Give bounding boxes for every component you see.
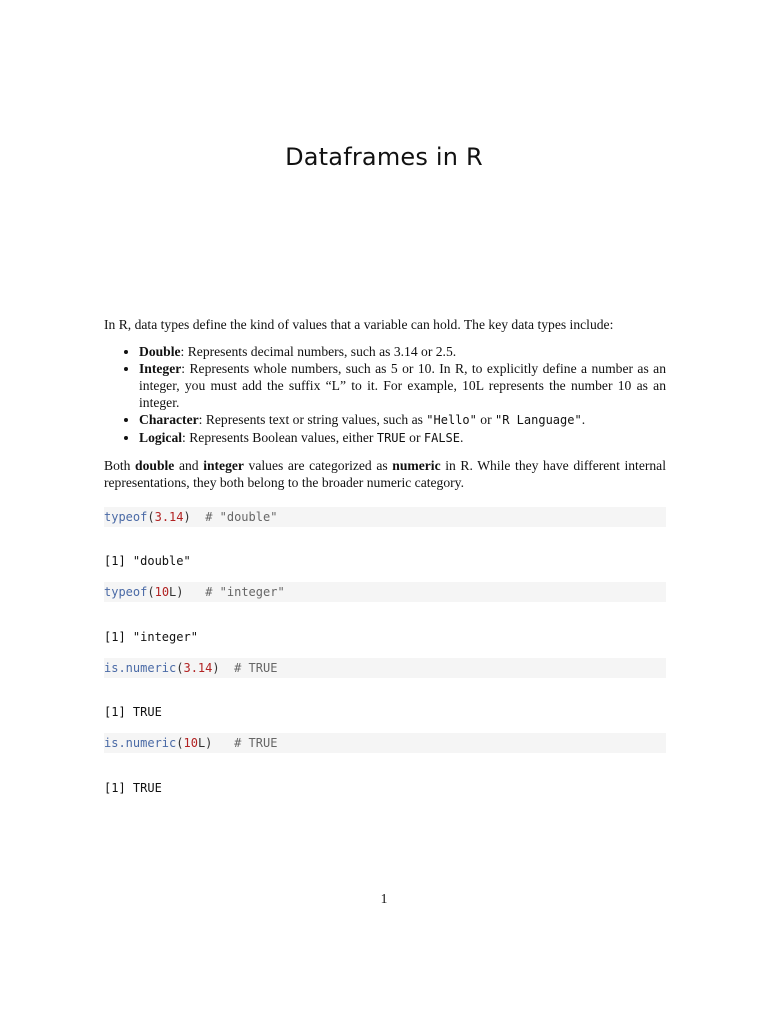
list-item-integer [139,360,666,411]
code-function: typeof [104,510,148,524]
desc-logical-pre: : Represents Boolean values, either [182,430,377,445]
code-suffix: L [169,585,177,599]
code-gap [212,736,234,750]
desc-character-mid: or [476,412,495,427]
term-character: Character [139,412,199,427]
code-hello: "Hello" [426,413,477,427]
code-block [104,733,666,753]
data-types-list [104,343,666,447]
code-comment: # "integer" [205,585,285,599]
code-gap [220,661,234,675]
code-block [104,658,666,678]
desc-integer: : Represents whole numbers, such as 5 or 10. In R, to explicitly define a number as an integer, you must add the suffix “L” to it. For example, 10L represents the number 10 as an integer. [139,361,666,410]
desc-logical-mid: or [405,430,424,445]
code-gap [191,510,205,524]
code-output: [1] "integer" [104,630,198,644]
numeric-term-integer: integer [203,458,244,473]
list-item-character [139,411,666,429]
code-suffix: L [197,736,206,750]
numeric-term-double: double [135,458,175,473]
code-output: [1] TRUE [104,705,162,719]
code-section [104,507,666,796]
desc-double: : Represents decimal numbers, such as 3.14 or 2.5. [180,344,457,359]
numeric-text-3: values are categorized as [243,458,393,473]
code-false: FALSE [423,431,460,445]
code-number: 10 [154,585,170,599]
code-output: [1] TRUE [104,781,162,795]
code-function: typeof [104,585,148,599]
code-number: 10 [183,736,198,750]
term-logical: Logical [139,430,183,445]
main-content [104,316,666,796]
numeric-text-2: and [174,458,204,473]
code-paren: ( [176,661,184,675]
term-double: Double [139,344,181,359]
code-comment: # "double" [205,510,278,524]
code-paren: ) [176,585,184,599]
code-r-language: "R Language" [495,413,582,427]
code-block [104,507,666,527]
term-integer: Integer [139,361,182,376]
code-paren: ) [183,510,191,524]
numeric-text-4: in R. While they have different internal representations, they both belong to the broader numeric category. [104,458,666,490]
code-function: is.numeric [104,736,177,750]
page-title: Dataframes in R [285,143,483,171]
code-paren: ) [212,661,220,675]
numeric-paragraph [104,457,666,491]
code-output: [1] "double" [104,554,191,568]
code-comment: # TRUE [234,661,278,675]
code-true: TRUE [376,431,406,445]
code-gap [184,585,206,599]
numeric-text-1: Both [104,458,136,473]
numeric-term-numeric: numeric [392,458,441,473]
code-paren: ( [176,736,184,750]
code-number: 3.14 [183,661,213,675]
code-function: is.numeric [104,661,177,675]
code-paren: ) [205,736,213,750]
page-number: 1 [380,891,388,906]
code-comment: # TRUE [234,736,278,750]
list-item-logical [139,429,666,447]
desc-character-post: . [581,412,586,427]
desc-character-pre: : Represents text or string values, such as [198,412,427,427]
code-number: 3.14 [154,510,184,524]
code-paren: ( [147,510,155,524]
intro-paragraph: In R, data types define the kind of values that a variable can hold. The key data types include: [104,317,614,332]
list-item-double [139,343,666,360]
code-block [104,582,666,602]
code-paren: ( [147,585,155,599]
desc-logical-post: . [460,430,464,445]
